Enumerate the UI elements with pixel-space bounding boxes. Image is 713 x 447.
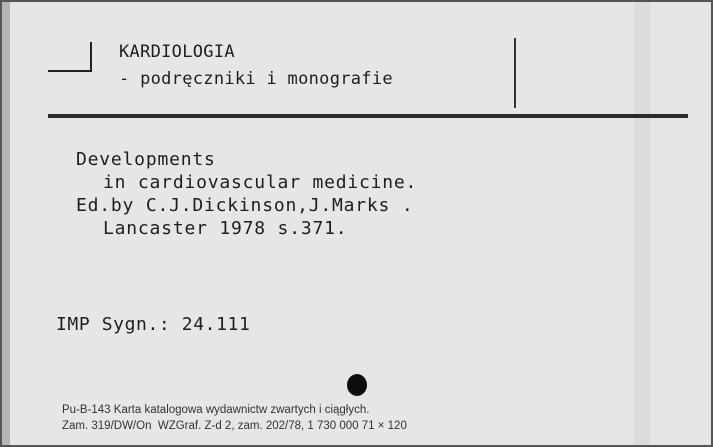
entry-title-continuation: in cardiovascular medicine. — [103, 172, 418, 193]
call-number: IMP Sygn.: 24.111 — [56, 314, 251, 335]
subject-heading: KARDIOLOGIA — [119, 42, 235, 62]
punch-hole — [347, 374, 367, 396]
card-print-footer: Zam. 319/DW/On WZGraf. Z-d 2, zam. 202/78, 1 730 000 71 × 120 — [62, 420, 407, 432]
subject-subheading: - podręczniki i monografie — [119, 69, 393, 89]
heading-bracket-horizontal — [48, 70, 92, 72]
entry-title-line: Developments — [76, 149, 216, 170]
card-edge-shadow — [2, 2, 10, 445]
entry-editors: Ed.by C.J.Dickinson,J.Marks . — [76, 195, 414, 216]
heading-bracket-vertical — [90, 42, 92, 72]
card-fold-stripe — [634, 2, 650, 445]
entry-imprint: Lancaster 1978 s.371. — [103, 218, 348, 239]
heading-box-divider — [514, 38, 516, 108]
heading-rule — [48, 114, 688, 118]
card-form-footer: Pu-B-143 Karta katalogowa wydawnictw zwartych i ciągłych. — [62, 404, 370, 416]
